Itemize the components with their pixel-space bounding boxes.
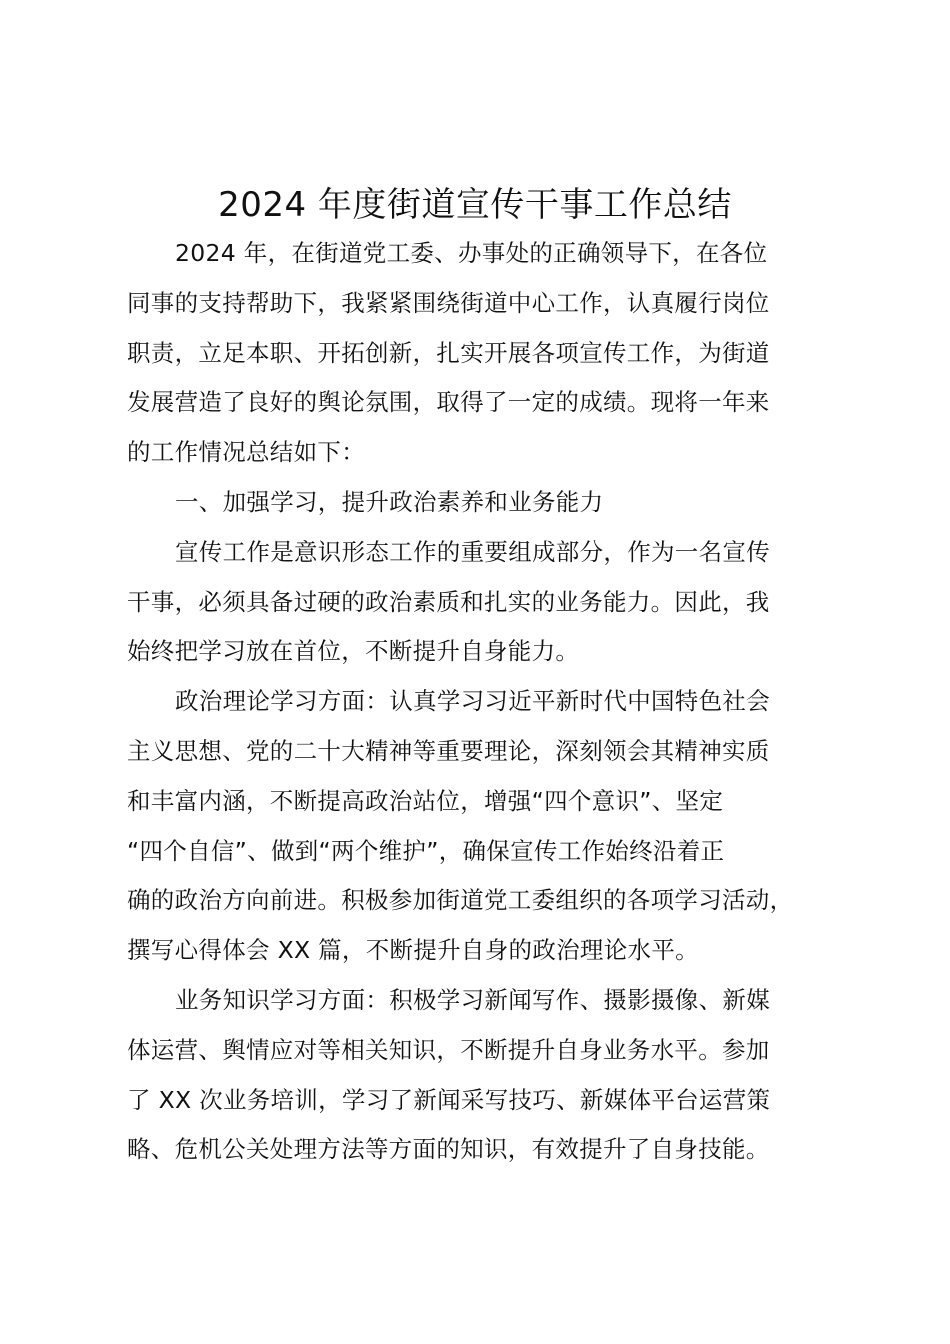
text-line: 体运营、舆情应对等相关知识，不断提升自身业务水平。参加: [127, 1035, 770, 1064]
text-line: 政治理论学习方面：认真学习习近平新时代中国特色社会: [175, 687, 770, 716]
paragraph-learning-overview: [127, 528, 847, 677]
text-line: “四个自信”、做到“两个维护”，确保宣传工作始终沿着正: [127, 836, 725, 865]
text-line: 发展营造了良好的舆论氛围，取得了一定的成绩。现将一年来: [127, 388, 770, 417]
text-line: 职责，立足本职、开拓创新，扎实开展各项宣传工作，为街道: [127, 338, 770, 367]
heading-line: 一、加强学习，提升政治素养和业务能力: [175, 487, 604, 516]
section-heading: [127, 478, 847, 528]
text-line: 2024 年，在街道党工委、办事处的正确领导下，在各位: [175, 239, 768, 267]
document-body: [127, 229, 847, 1175]
text-line: 宣传工作是意识形态工作的重要组成部分，作为一名宣传: [175, 537, 770, 566]
document-title: 2024 年度街道宣传干事工作总结: [218, 185, 732, 225]
text-line: 的工作情况总结如下：: [127, 438, 365, 467]
text-line: 业务知识学习方面：积极学习新闻写作、摄影摄像、新媒: [175, 985, 770, 1014]
text-line: 确的政治方向前进。积极参加街道党工委组织的各项学习活动，: [127, 886, 794, 915]
text-line: 干事，必须具备过硬的政治素质和扎实的业务能力。因此，我: [127, 587, 770, 616]
text-line: 撰写心得体会 XX 篇，不断提升自身的政治理论水平。: [127, 936, 699, 965]
text-line: 始终把学习放在首位，不断提升自身能力。: [127, 637, 580, 666]
text-line: 略、危机公关处理方法等方面的知识，有效提升了自身技能。: [127, 1135, 770, 1164]
text-line: 主义思想、党的二十大精神等重要理论，深刻领会其精神实质: [127, 736, 770, 765]
text-line: 了 XX 次业务培训，学习了新闻采写技巧、新媒体平台运营策: [127, 1085, 771, 1114]
paragraph-intro: [127, 229, 847, 478]
paragraph-business-knowledge: [127, 976, 847, 1175]
text-line: 和丰富内涵，不断提高政治站位，增强“四个意识”、坚定: [127, 786, 724, 815]
text-line: 同事的支持帮助下，我紧紧围绕街道中心工作，认真履行岗位: [127, 288, 770, 317]
paragraph-political-theory: [127, 677, 847, 976]
